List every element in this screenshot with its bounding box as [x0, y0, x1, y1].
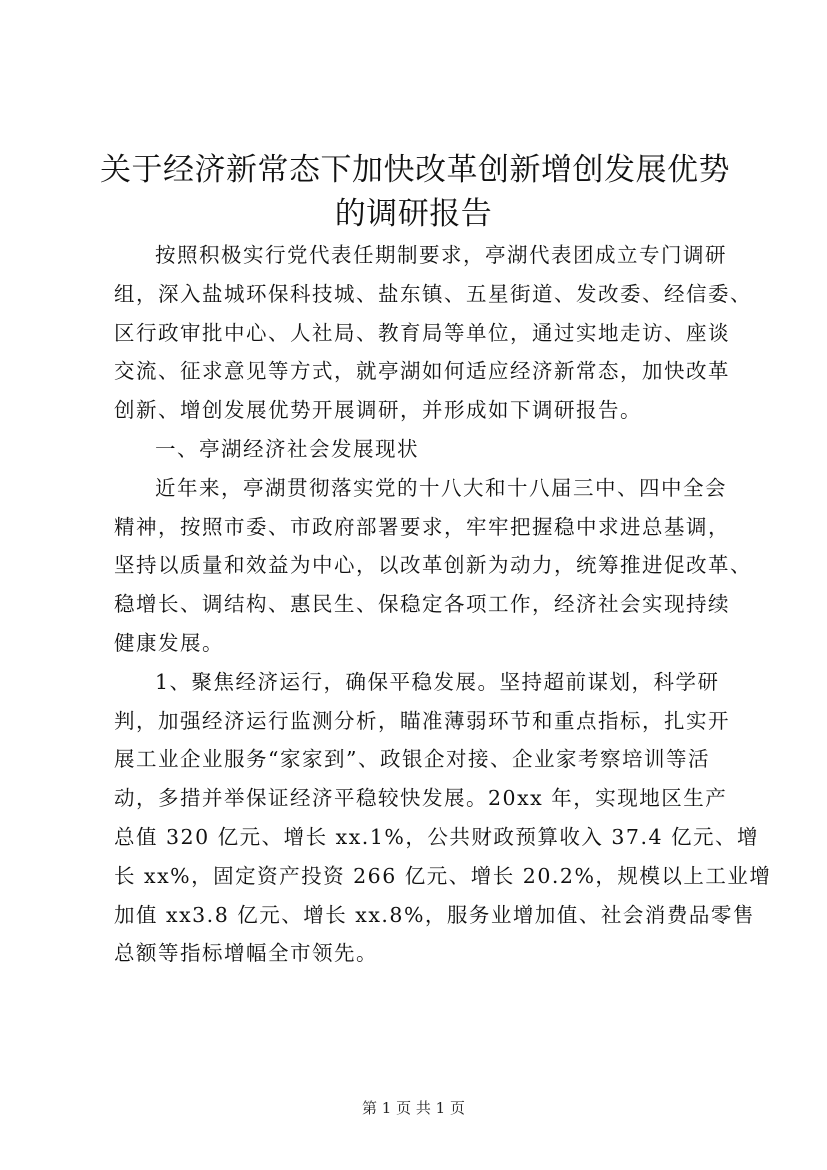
- text-line: 总额等指标增幅全市领先。: [114, 941, 378, 966]
- page-footer: 第 1 页 共 1 页: [362, 1099, 465, 1117]
- text-line: 展工业企业服务“家家到”、政银企对接、企业家考察培训等活: [114, 747, 710, 772]
- text-line: 加值 xx3.8 亿元、增长 xx.8%，服务业增加值、社会消费品零售: [114, 902, 755, 927]
- text-line: 总值 320 亿元、增长 xx.1%，公共财政预算收入 37.4 亿元、增: [114, 824, 760, 849]
- text-line: 判，加强经济运行监测分析，瞄准薄弱环节和重点指标，扎实开: [114, 708, 730, 733]
- section-heading: 一、亭湖经济社会发展现状: [155, 436, 419, 461]
- text-line: 长 xx%，固定资产投资 266 亿元、增长 20.2%，规模以上工业增: [114, 863, 772, 888]
- text-line: 动，多措并举保证经济平稳较快发展。20xx 年，实现地区生产: [114, 786, 728, 811]
- text-line: 1、聚焦经济运行，确保平稳发展。坚持超前谋划，科学研: [155, 669, 720, 694]
- text-line: 坚持以质量和效益为中心，以改革创新为动力，统筹推进促改革、: [114, 553, 752, 578]
- text-line: 区行政审批中心、人社局、教育局等单位，通过实地走访、座谈: [114, 320, 730, 345]
- document-body: [114, 236, 772, 973]
- item1-paragraph: [114, 663, 772, 973]
- section1-paragraph: [114, 469, 752, 663]
- document-title: [100, 148, 730, 236]
- text-line: 稳增长、调结构、惠民生、保稳定各项工作，经济社会实现持续: [114, 592, 730, 617]
- title-line-1: 关于经济新常态下加快改革创新增创发展优势: [100, 152, 730, 188]
- text-line: 组，深入盐城环保科技城、盐东镇、五星街道、发改委、经信委、: [114, 281, 752, 306]
- intro-paragraph: [114, 236, 752, 430]
- text-line: 精神，按照市委、市政府部署要求，牢牢把握稳中求进总基调，: [114, 514, 730, 539]
- text-line: 创新、增创发展优势开展调研，并形成如下调研报告。: [114, 398, 642, 423]
- title-line-2: 的调研报告: [334, 196, 493, 232]
- text-line: 健康发展。: [114, 630, 224, 655]
- text-line: 近年来，亭湖贯彻落实党的十八大和十八届三中、四中全会: [155, 475, 727, 500]
- text-line: 交流、征求意见等方式，就亭湖如何适应经济新常态，加快改革: [114, 359, 730, 384]
- text-line: 按照积极实行党代表任期制要求，亭湖代表团成立专门调研: [155, 243, 727, 267]
